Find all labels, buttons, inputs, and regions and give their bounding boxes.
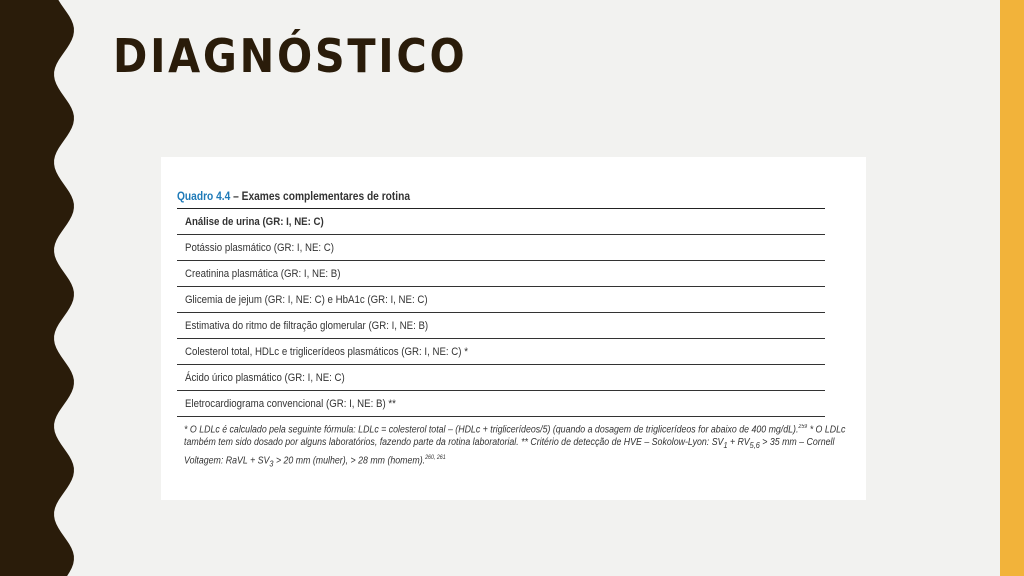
quadro-row: Estimativa do ritmo de filtração glomerular (GR: I, NE: B) (177, 313, 825, 339)
quadro-row: Ácido úrico plasmático (GR: I, NE: C) (177, 365, 825, 391)
quadro-row: Glicemia de jejum (GR: I, NE: C) e HbA1c (GR: I, NE: C) (177, 287, 825, 313)
slide-title: DIAGNÓSTICO (113, 29, 468, 83)
quadro-row: Eletrocardiograma convencional (GR: I, NE: B) ** (177, 391, 825, 417)
quadro-table (177, 188, 846, 471)
quadro-heading (177, 188, 728, 204)
quadro-row: Análise de urina (GR: I, NE: C) (177, 209, 825, 235)
quadro-title: Exames complementares de rotina (241, 189, 411, 203)
quadro-separator: – (233, 189, 239, 203)
right-accent-band (1000, 0, 1024, 576)
left-wavy-band (0, 0, 80, 576)
quadro-number: Quadro 4.4 (177, 189, 231, 203)
quadro-image (161, 157, 866, 500)
quadro-footnote: * O LDLc é calculado pela seguinte fórmula: LDLc = colesterol total – (HDLc + triglicerídeos/5) (quando a dosagem de triglicerídeos for abaixo de 400 mg/dL).$^{259}$ * O LDLc também tem sido dosado por alguns laboratórios, fazendo parte da rotina laboratorial. ** Critério de detecção de HVE – Sokolow-Lyon: $SV_1 + RV_{5,6} > 35$ mm – Cornell Voltagem: RaVL + $SV_3 > 20$ mm (mulher), > 28 mm (homem).$^{260, 261}$ (184, 424, 846, 469)
quadro-row: Colesterol total, HDLc e triglicerídeos plasmáticos (GR: I, NE: C) * (177, 339, 825, 365)
quadro-row: Creatinina plasmática (GR: I, NE: B) (177, 261, 825, 287)
quadro-row: Potássio plasmático (GR: I, NE: C) (177, 235, 825, 261)
